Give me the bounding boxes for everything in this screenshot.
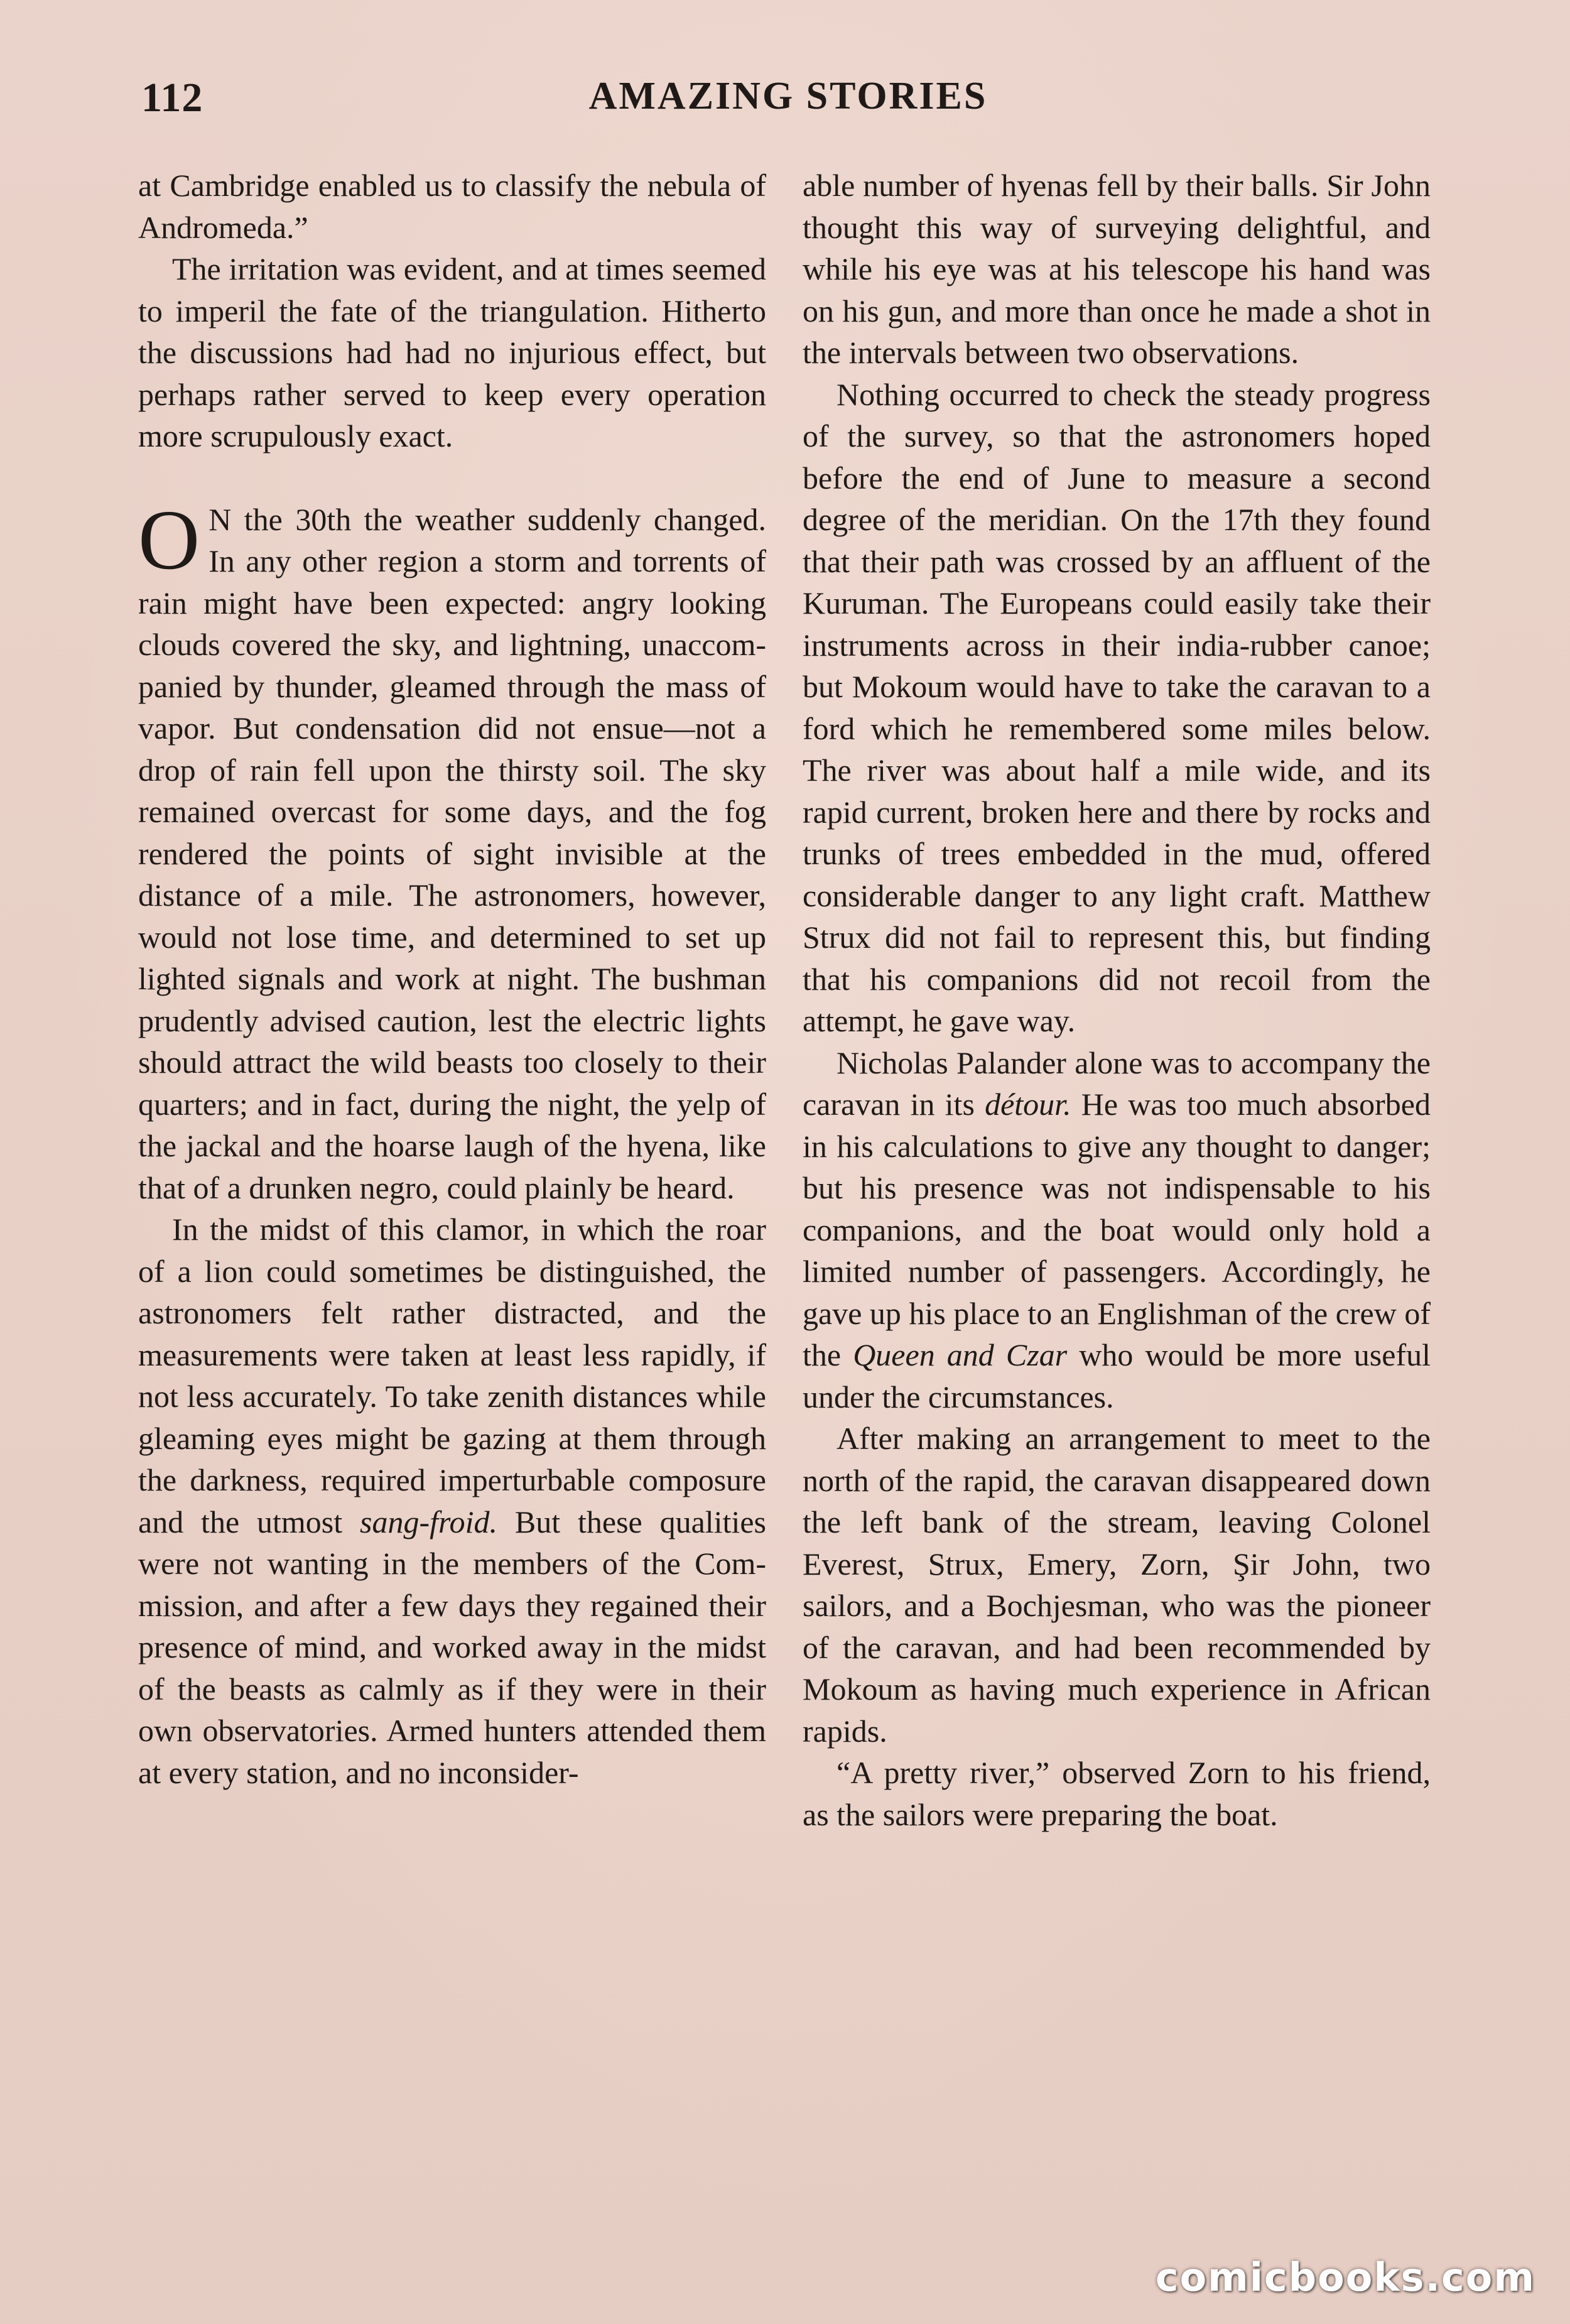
italic-term: détour. <box>985 1087 1071 1122</box>
paragraph-text: He was too much absorbed in his calculations to give any thought to danger; but his presence was not indispensable to his companions, and the boat would only hold a limited number of passengers. Accordingly, he gave up his place to an Englishman of the crew of the <box>803 1087 1431 1372</box>
paragraph-text: But these qualities were not wanting in the members of the Commission, and after a few days they regained their presence of mind, and worked away in the midst of the beasts as calmly as if they were in their own observatories. Armed hunters attended them at every station, and no inconsider- <box>138 1504 766 1790</box>
paragraph-text: Nicholas Palander alone was to accompany the caravan in its <box>803 1045 1431 1122</box>
right-column <box>803 165 1431 1835</box>
running-head: AMAZING STORIES <box>588 75 988 117</box>
watermark: comicbooks.com <box>1155 2254 1535 2300</box>
paragraph: The irritation was evident, and at times seemed to imperil the fate of the triangulation. Hitherto the discussions had had no injurious effect, but perhaps rather served to keep every operation more scrupulously exact. <box>138 251 766 453</box>
paragraph: Nothing occurred to check the steady progress of the survey, so that the astronomers hoped before the end of June to measure a second degree of the meridian. On the 17th they found that their path was crossed by an affluent of the Kuruman. The Europeans could easily take their instruments across in their india-rubber canoe; but Mokoum would have to take the caravan to a ford which he remembered some miles below. The river was about half a mile wide, and its rapid current, broken here and there by rocks and trunks of trees embedded in the mud, offered considerable danger to any light craft. Matthew Strux did not fail to represent this, but finding that his companions did not recoil from the attempt, he gave way. <box>803 376 1431 1038</box>
section-start-paragraph <box>138 492 766 1209</box>
paragraph: After making an arrangement to meet to the north of the rapid, the caravan disappeared down the left bank of the stream, leaving Colonel Everest, Strux, Emery, Zorn, Şir John, two sailors, and a Bochjesman, who was the pioneer of the caravan, and had been recommended by Mokoum as having much experience in African rapids. <box>803 1421 1431 1749</box>
paragraph: at Cambridge enabled us to classify the nebula of Andromeda.” <box>138 168 766 245</box>
paragraph: able number of hyenas fell by their balls. Sir John thought this way of surveying delightful, and while his eye was at his telescope his hand was on his gun, and more than once he made a shot in the intervals between two observations. <box>803 168 1431 370</box>
paragraph <box>138 1208 766 1793</box>
left-column <box>138 165 766 1793</box>
page-header <box>141 74 1435 131</box>
italic-term: sang-froid. <box>360 1504 498 1539</box>
paragraph: “A pretty river,” observed Zorn to his friend, as the sailors were preparing the boat. <box>803 1755 1431 1832</box>
page-number: 112 <box>141 75 203 121</box>
paragraph-text: In the midst of this clamor, in which the roar of a lion could sometimes be distinguished, the astronomers felt rather distracted, and the measurements were taken at least less rapidly, if not less accurately. To take zenith distances while gleaming eyes might be gazing at them through the darkness, required imperturbable composure and the utmost <box>138 1212 766 1539</box>
paragraph <box>803 1042 1431 1418</box>
ship-name: Queen and Czar <box>853 1337 1068 1372</box>
paragraph-text: N the 30th the weather suddenly changed. In any other region a storm and torrents of rain might have been expected: angry looking clouds covered the sky, and lightning, unaccompanied by thunder, gleamed through the mass of vapor. But condensation did not ensue—not a drop of rain fell upon the thirsty soil. The sky remained overcast for some days, and the fog rendered the points of sight invisible at the distance of a mile. The astronomers, however, would not lose time, and determined to set up lighted signals and work at night. The bushman prudently advised caution, lest the electric lights should attract the wild beasts too closely to their quarters; and in fact, during the night, the yelp of the jackal and the hoarse laugh of the hyena, like that of a drunken negro, could plainly be heard. <box>138 501 766 1205</box>
paragraph-text: who would be more useful under the circumstances. <box>803 1337 1431 1414</box>
drop-cap: O <box>138 492 200 587</box>
